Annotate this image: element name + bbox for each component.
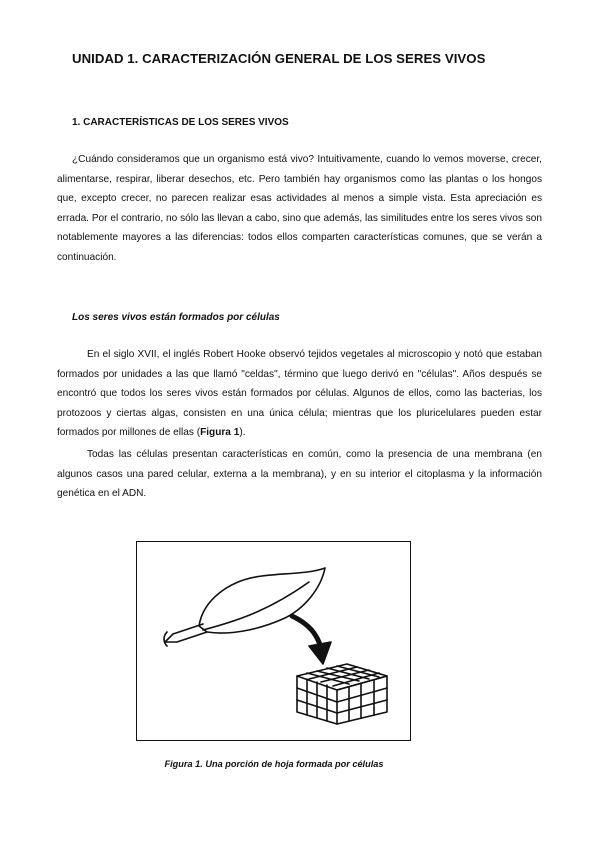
leaf-midrib [203, 582, 309, 630]
paragraph-intro-text: ¿Cuándo consideramos que un organismo está vivo? Intuitivamente, cuando lo vemos moverse, crecer, alimentarse, respirar, liberar desechos, etc. Pero también hay organismos como las plantas o los hongos que, excepto crecer, no parecen realizar esas actividades al menos a simple vista. Esta apreciación es errada. Por el contrario, no sólo las llevan a cabo, sino que además, las similitudes entre los seres vivos son notablemente mayores a las diferencias: todos ellos comparten características comunes, que se verán a continuación. [57, 154, 542, 263]
cell-block [297, 664, 387, 724]
paragraph-common-features [57, 445, 542, 504]
arrow-head [309, 642, 331, 664]
paragraph-hooke-end: ). [239, 427, 246, 438]
subheading-cells: Los seres vivos están formados por células [72, 312, 280, 323]
paragraph-common-features-text: Todas las células presentan características en común, como la presencia de una membrana (en algunos casos una pared celular, externa a la membrana), y en su interior el citoplasma y la información genética en el ADN. [57, 449, 542, 499]
leaf-cells-illustration [137, 542, 409, 739]
paragraph-intro [57, 150, 542, 267]
arrow-shaft [292, 616, 321, 648]
figure-box [136, 541, 411, 741]
figure-caption: Figura 1. Una porción de hoja formada por células [164, 759, 384, 769]
paragraph-hooke [57, 345, 542, 443]
paragraph-hooke-text: En el siglo XVII, el inglés Robert Hooke observó tejidos vegetales al microscopio y notó que estaban formados por unidades a las que llamó "celdas", término que luego derivó en "células". Años después se encontró que todos los seres vivos están formados por células. Algunos de ellos, como las bacterias, los protozoos y ciertas algas, consisten en una única célula; mientras que los pluricelulares pueden estar formados por millones de ellas ( [57, 349, 542, 438]
unit-title: UNIDAD 1. CARACTERIZACIÓN GENERAL DE LOS SERES VIVOS [72, 51, 486, 66]
figure-reference: Figura 1 [200, 427, 240, 438]
section-title: 1. CARACTERÍSTICAS DE LOS SERES VIVOS [72, 117, 289, 128]
